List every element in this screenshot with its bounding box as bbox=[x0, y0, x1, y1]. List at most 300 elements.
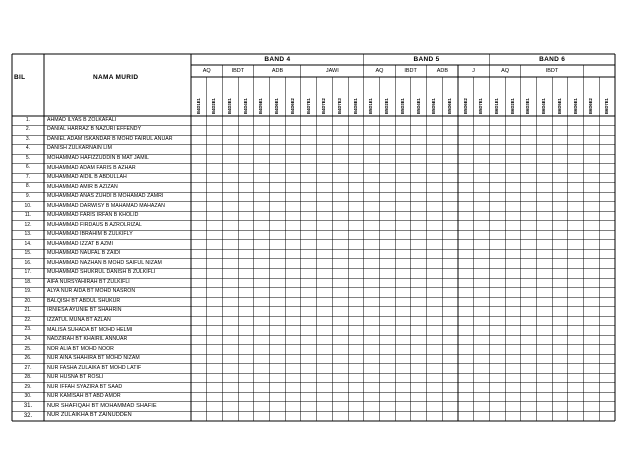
assessment-cell[interactable] bbox=[584, 297, 600, 307]
assessment-cell[interactable] bbox=[599, 259, 615, 269]
assessment-cell[interactable] bbox=[222, 345, 238, 355]
assessment-cell[interactable] bbox=[332, 373, 348, 383]
assessment-cell[interactable] bbox=[301, 383, 317, 393]
assessment-cell[interactable] bbox=[474, 116, 490, 126]
assessment-cell[interactable] bbox=[411, 269, 427, 279]
assessment-cell[interactable] bbox=[521, 240, 537, 250]
assessment-cell[interactable] bbox=[427, 116, 443, 126]
assessment-cell[interactable] bbox=[254, 164, 270, 174]
assessment-cell[interactable] bbox=[568, 145, 584, 155]
assessment-cell[interactable] bbox=[191, 316, 207, 326]
assessment-cell[interactable] bbox=[489, 126, 505, 136]
assessment-cell[interactable] bbox=[317, 135, 333, 145]
assessment-cell[interactable] bbox=[599, 221, 615, 231]
assessment-cell[interactable] bbox=[270, 164, 286, 174]
assessment-cell[interactable] bbox=[442, 126, 458, 136]
assessment-cell[interactable] bbox=[191, 164, 207, 174]
assessment-cell[interactable] bbox=[270, 288, 286, 298]
assessment-cell[interactable] bbox=[285, 259, 301, 269]
assessment-cell[interactable] bbox=[332, 240, 348, 250]
assessment-cell[interactable] bbox=[505, 364, 521, 374]
assessment-cell[interactable] bbox=[332, 297, 348, 307]
assessment-cell[interactable] bbox=[254, 230, 270, 240]
assessment-cell[interactable] bbox=[489, 116, 505, 126]
assessment-cell[interactable] bbox=[584, 326, 600, 336]
assessment-cell[interactable] bbox=[222, 221, 238, 231]
assessment-cell[interactable] bbox=[458, 373, 474, 383]
assessment-cell[interactable] bbox=[411, 126, 427, 136]
assessment-cell[interactable] bbox=[458, 202, 474, 212]
assessment-cell[interactable] bbox=[552, 326, 568, 336]
assessment-cell[interactable] bbox=[207, 278, 223, 288]
assessment-cell[interactable] bbox=[568, 126, 584, 136]
assessment-cell[interactable] bbox=[332, 259, 348, 269]
assessment-cell[interactable] bbox=[521, 297, 537, 307]
assessment-cell[interactable] bbox=[301, 126, 317, 136]
assessment-cell[interactable] bbox=[317, 278, 333, 288]
assessment-cell[interactable] bbox=[379, 307, 395, 317]
assessment-cell[interactable] bbox=[222, 164, 238, 174]
assessment-cell[interactable] bbox=[332, 211, 348, 221]
assessment-cell[interactable] bbox=[222, 202, 238, 212]
assessment-cell[interactable] bbox=[191, 278, 207, 288]
assessment-cell[interactable] bbox=[207, 288, 223, 298]
assessment-cell[interactable] bbox=[505, 135, 521, 145]
assessment-cell[interactable] bbox=[238, 230, 254, 240]
assessment-cell[interactable] bbox=[521, 173, 537, 183]
assessment-cell[interactable] bbox=[238, 354, 254, 364]
assessment-cell[interactable] bbox=[285, 373, 301, 383]
assessment-cell[interactable] bbox=[599, 211, 615, 221]
assessment-cell[interactable] bbox=[505, 230, 521, 240]
assessment-cell[interactable] bbox=[584, 411, 600, 421]
assessment-cell[interactable] bbox=[458, 297, 474, 307]
assessment-cell[interactable] bbox=[584, 126, 600, 136]
assessment-cell[interactable] bbox=[505, 145, 521, 155]
assessment-cell[interactable] bbox=[427, 345, 443, 355]
assessment-cell[interactable] bbox=[505, 326, 521, 336]
assessment-cell[interactable] bbox=[568, 354, 584, 364]
assessment-cell[interactable] bbox=[536, 192, 552, 202]
assessment-cell[interactable] bbox=[599, 402, 615, 412]
assessment-cell[interactable] bbox=[364, 354, 380, 364]
assessment-cell[interactable] bbox=[285, 345, 301, 355]
assessment-cell[interactable] bbox=[379, 411, 395, 421]
assessment-cell[interactable] bbox=[191, 345, 207, 355]
assessment-cell[interactable] bbox=[505, 316, 521, 326]
assessment-cell[interactable] bbox=[238, 145, 254, 155]
assessment-cell[interactable] bbox=[222, 183, 238, 193]
assessment-cell[interactable] bbox=[568, 335, 584, 345]
assessment-cell[interactable] bbox=[411, 154, 427, 164]
assessment-cell[interactable] bbox=[332, 126, 348, 136]
assessment-cell[interactable] bbox=[521, 164, 537, 174]
assessment-cell[interactable] bbox=[427, 411, 443, 421]
assessment-cell[interactable] bbox=[599, 411, 615, 421]
assessment-cell[interactable] bbox=[364, 364, 380, 374]
assessment-cell[interactable] bbox=[489, 183, 505, 193]
assessment-cell[interactable] bbox=[599, 183, 615, 193]
assessment-cell[interactable] bbox=[379, 192, 395, 202]
assessment-cell[interactable] bbox=[458, 240, 474, 250]
assessment-cell[interactable] bbox=[364, 373, 380, 383]
assessment-cell[interactable] bbox=[332, 364, 348, 374]
assessment-cell[interactable] bbox=[348, 230, 364, 240]
assessment-cell[interactable] bbox=[489, 307, 505, 317]
assessment-cell[interactable] bbox=[222, 211, 238, 221]
assessment-cell[interactable] bbox=[207, 173, 223, 183]
assessment-cell[interactable] bbox=[301, 183, 317, 193]
assessment-cell[interactable] bbox=[207, 269, 223, 279]
assessment-cell[interactable] bbox=[505, 354, 521, 364]
assessment-cell[interactable] bbox=[584, 307, 600, 317]
assessment-cell[interactable] bbox=[442, 154, 458, 164]
assessment-cell[interactable] bbox=[552, 116, 568, 126]
assessment-cell[interactable] bbox=[379, 154, 395, 164]
assessment-cell[interactable] bbox=[270, 392, 286, 402]
assessment-cell[interactable] bbox=[584, 288, 600, 298]
assessment-cell[interactable] bbox=[285, 269, 301, 279]
assessment-cell[interactable] bbox=[552, 164, 568, 174]
assessment-cell[interactable] bbox=[254, 402, 270, 412]
assessment-cell[interactable] bbox=[489, 192, 505, 202]
assessment-cell[interactable] bbox=[364, 288, 380, 298]
assessment-cell[interactable] bbox=[584, 145, 600, 155]
assessment-cell[interactable] bbox=[599, 316, 615, 326]
assessment-cell[interactable] bbox=[521, 126, 537, 136]
assessment-cell[interactable] bbox=[489, 316, 505, 326]
assessment-cell[interactable] bbox=[536, 354, 552, 364]
assessment-cell[interactable] bbox=[474, 297, 490, 307]
assessment-cell[interactable] bbox=[489, 154, 505, 164]
assessment-cell[interactable] bbox=[536, 183, 552, 193]
assessment-cell[interactable] bbox=[411, 202, 427, 212]
assessment-cell[interactable] bbox=[599, 326, 615, 336]
assessment-cell[interactable] bbox=[254, 192, 270, 202]
assessment-cell[interactable] bbox=[364, 402, 380, 412]
assessment-cell[interactable] bbox=[364, 259, 380, 269]
assessment-cell[interactable] bbox=[536, 259, 552, 269]
assessment-cell[interactable] bbox=[395, 259, 411, 269]
assessment-cell[interactable] bbox=[411, 288, 427, 298]
assessment-cell[interactable] bbox=[364, 230, 380, 240]
assessment-cell[interactable] bbox=[222, 230, 238, 240]
assessment-cell[interactable] bbox=[238, 249, 254, 259]
assessment-cell[interactable] bbox=[285, 230, 301, 240]
assessment-cell[interactable] bbox=[584, 249, 600, 259]
assessment-cell[interactable] bbox=[521, 316, 537, 326]
assessment-cell[interactable] bbox=[458, 259, 474, 269]
assessment-cell[interactable] bbox=[379, 297, 395, 307]
assessment-cell[interactable] bbox=[317, 316, 333, 326]
assessment-cell[interactable] bbox=[599, 392, 615, 402]
assessment-cell[interactable] bbox=[568, 240, 584, 250]
assessment-cell[interactable] bbox=[474, 249, 490, 259]
assessment-cell[interactable] bbox=[207, 364, 223, 374]
assessment-cell[interactable] bbox=[379, 164, 395, 174]
assessment-cell[interactable] bbox=[254, 202, 270, 212]
assessment-cell[interactable] bbox=[474, 411, 490, 421]
assessment-cell[interactable] bbox=[254, 145, 270, 155]
assessment-cell[interactable] bbox=[584, 240, 600, 250]
assessment-cell[interactable] bbox=[442, 307, 458, 317]
assessment-cell[interactable] bbox=[599, 373, 615, 383]
assessment-cell[interactable] bbox=[552, 354, 568, 364]
assessment-cell[interactable] bbox=[552, 307, 568, 317]
assessment-cell[interactable] bbox=[568, 364, 584, 374]
assessment-cell[interactable] bbox=[207, 164, 223, 174]
assessment-cell[interactable] bbox=[458, 192, 474, 202]
assessment-cell[interactable] bbox=[332, 326, 348, 336]
assessment-cell[interactable] bbox=[458, 116, 474, 126]
assessment-cell[interactable] bbox=[395, 345, 411, 355]
assessment-cell[interactable] bbox=[222, 383, 238, 393]
assessment-cell[interactable] bbox=[285, 383, 301, 393]
assessment-cell[interactable] bbox=[207, 135, 223, 145]
assessment-cell[interactable] bbox=[301, 192, 317, 202]
assessment-cell[interactable] bbox=[238, 288, 254, 298]
assessment-cell[interactable] bbox=[552, 392, 568, 402]
assessment-cell[interactable] bbox=[317, 211, 333, 221]
assessment-cell[interactable] bbox=[238, 126, 254, 136]
assessment-cell[interactable] bbox=[285, 192, 301, 202]
assessment-cell[interactable] bbox=[301, 240, 317, 250]
assessment-cell[interactable] bbox=[207, 345, 223, 355]
assessment-cell[interactable] bbox=[599, 240, 615, 250]
assessment-cell[interactable] bbox=[332, 192, 348, 202]
assessment-cell[interactable] bbox=[552, 373, 568, 383]
assessment-cell[interactable] bbox=[207, 145, 223, 155]
assessment-cell[interactable] bbox=[427, 183, 443, 193]
assessment-cell[interactable] bbox=[270, 278, 286, 288]
assessment-cell[interactable] bbox=[222, 326, 238, 336]
assessment-cell[interactable] bbox=[521, 402, 537, 412]
assessment-cell[interactable] bbox=[238, 307, 254, 317]
assessment-cell[interactable] bbox=[332, 116, 348, 126]
assessment-cell[interactable] bbox=[395, 316, 411, 326]
assessment-cell[interactable] bbox=[552, 402, 568, 412]
assessment-cell[interactable] bbox=[301, 164, 317, 174]
assessment-cell[interactable] bbox=[191, 116, 207, 126]
assessment-cell[interactable] bbox=[238, 411, 254, 421]
assessment-cell[interactable] bbox=[191, 269, 207, 279]
assessment-cell[interactable] bbox=[458, 345, 474, 355]
assessment-cell[interactable] bbox=[317, 221, 333, 231]
assessment-cell[interactable] bbox=[191, 335, 207, 345]
assessment-cell[interactable] bbox=[285, 364, 301, 374]
assessment-cell[interactable] bbox=[458, 135, 474, 145]
assessment-cell[interactable] bbox=[301, 154, 317, 164]
assessment-cell[interactable] bbox=[285, 249, 301, 259]
assessment-cell[interactable] bbox=[395, 278, 411, 288]
assessment-cell[interactable] bbox=[348, 383, 364, 393]
assessment-cell[interactable] bbox=[458, 269, 474, 279]
assessment-cell[interactable] bbox=[411, 249, 427, 259]
assessment-cell[interactable] bbox=[317, 240, 333, 250]
assessment-cell[interactable] bbox=[395, 364, 411, 374]
assessment-cell[interactable] bbox=[489, 326, 505, 336]
assessment-cell[interactable] bbox=[379, 135, 395, 145]
assessment-cell[interactable] bbox=[489, 221, 505, 231]
assessment-cell[interactable] bbox=[207, 383, 223, 393]
assessment-cell[interactable] bbox=[207, 116, 223, 126]
assessment-cell[interactable] bbox=[222, 307, 238, 317]
assessment-cell[interactable] bbox=[270, 230, 286, 240]
assessment-cell[interactable] bbox=[222, 364, 238, 374]
assessment-cell[interactable] bbox=[317, 335, 333, 345]
assessment-cell[interactable] bbox=[348, 145, 364, 155]
assessment-cell[interactable] bbox=[427, 249, 443, 259]
assessment-cell[interactable] bbox=[222, 402, 238, 412]
assessment-cell[interactable] bbox=[317, 354, 333, 364]
assessment-cell[interactable] bbox=[536, 364, 552, 374]
assessment-cell[interactable] bbox=[536, 373, 552, 383]
assessment-cell[interactable] bbox=[442, 345, 458, 355]
assessment-cell[interactable] bbox=[568, 411, 584, 421]
assessment-cell[interactable] bbox=[442, 173, 458, 183]
assessment-cell[interactable] bbox=[599, 345, 615, 355]
assessment-cell[interactable] bbox=[254, 269, 270, 279]
assessment-cell[interactable] bbox=[489, 259, 505, 269]
assessment-cell[interactable] bbox=[191, 411, 207, 421]
assessment-cell[interactable] bbox=[489, 135, 505, 145]
assessment-cell[interactable] bbox=[207, 316, 223, 326]
assessment-cell[interactable] bbox=[254, 116, 270, 126]
assessment-cell[interactable] bbox=[222, 411, 238, 421]
assessment-cell[interactable] bbox=[521, 411, 537, 421]
assessment-cell[interactable] bbox=[552, 345, 568, 355]
assessment-cell[interactable] bbox=[536, 307, 552, 317]
assessment-cell[interactable] bbox=[442, 364, 458, 374]
assessment-cell[interactable] bbox=[584, 230, 600, 240]
assessment-cell[interactable] bbox=[458, 392, 474, 402]
assessment-cell[interactable] bbox=[411, 192, 427, 202]
assessment-cell[interactable] bbox=[474, 145, 490, 155]
assessment-cell[interactable] bbox=[270, 211, 286, 221]
assessment-cell[interactable] bbox=[427, 269, 443, 279]
assessment-cell[interactable] bbox=[568, 326, 584, 336]
assessment-cell[interactable] bbox=[411, 278, 427, 288]
assessment-cell[interactable] bbox=[536, 164, 552, 174]
assessment-cell[interactable] bbox=[411, 354, 427, 364]
assessment-cell[interactable] bbox=[458, 249, 474, 259]
assessment-cell[interactable] bbox=[379, 145, 395, 155]
assessment-cell[interactable] bbox=[552, 269, 568, 279]
assessment-cell[interactable] bbox=[348, 288, 364, 298]
assessment-cell[interactable] bbox=[521, 364, 537, 374]
assessment-cell[interactable] bbox=[411, 173, 427, 183]
assessment-cell[interactable] bbox=[317, 307, 333, 317]
assessment-cell[interactable] bbox=[301, 221, 317, 231]
assessment-cell[interactable] bbox=[489, 411, 505, 421]
assessment-cell[interactable] bbox=[317, 145, 333, 155]
assessment-cell[interactable] bbox=[411, 383, 427, 393]
assessment-cell[interactable] bbox=[238, 392, 254, 402]
assessment-cell[interactable] bbox=[301, 278, 317, 288]
assessment-cell[interactable] bbox=[395, 135, 411, 145]
assessment-cell[interactable] bbox=[348, 116, 364, 126]
assessment-cell[interactable] bbox=[427, 259, 443, 269]
assessment-cell[interactable] bbox=[348, 192, 364, 202]
assessment-cell[interactable] bbox=[599, 126, 615, 136]
assessment-cell[interactable] bbox=[222, 392, 238, 402]
assessment-cell[interactable] bbox=[411, 392, 427, 402]
assessment-cell[interactable] bbox=[552, 297, 568, 307]
assessment-cell[interactable] bbox=[207, 126, 223, 136]
assessment-cell[interactable] bbox=[536, 173, 552, 183]
assessment-cell[interactable] bbox=[489, 269, 505, 279]
assessment-cell[interactable] bbox=[411, 164, 427, 174]
assessment-cell[interactable] bbox=[474, 211, 490, 221]
assessment-cell[interactable] bbox=[411, 221, 427, 231]
assessment-cell[interactable] bbox=[521, 392, 537, 402]
assessment-cell[interactable] bbox=[568, 373, 584, 383]
assessment-cell[interactable] bbox=[270, 183, 286, 193]
assessment-cell[interactable] bbox=[442, 183, 458, 193]
assessment-cell[interactable] bbox=[489, 392, 505, 402]
assessment-cell[interactable] bbox=[505, 221, 521, 231]
assessment-cell[interactable] bbox=[395, 173, 411, 183]
assessment-cell[interactable] bbox=[332, 392, 348, 402]
assessment-cell[interactable] bbox=[364, 335, 380, 345]
assessment-cell[interactable] bbox=[442, 288, 458, 298]
assessment-cell[interactable] bbox=[207, 183, 223, 193]
assessment-cell[interactable] bbox=[332, 269, 348, 279]
assessment-cell[interactable] bbox=[395, 402, 411, 412]
assessment-cell[interactable] bbox=[348, 392, 364, 402]
assessment-cell[interactable] bbox=[536, 154, 552, 164]
assessment-cell[interactable] bbox=[411, 230, 427, 240]
assessment-cell[interactable] bbox=[191, 135, 207, 145]
assessment-cell[interactable] bbox=[285, 392, 301, 402]
assessment-cell[interactable] bbox=[207, 411, 223, 421]
assessment-cell[interactable] bbox=[332, 164, 348, 174]
assessment-cell[interactable] bbox=[191, 392, 207, 402]
assessment-cell[interactable] bbox=[536, 116, 552, 126]
assessment-cell[interactable] bbox=[599, 278, 615, 288]
assessment-cell[interactable] bbox=[254, 345, 270, 355]
assessment-cell[interactable] bbox=[364, 211, 380, 221]
assessment-cell[interactable] bbox=[599, 154, 615, 164]
assessment-cell[interactable] bbox=[332, 278, 348, 288]
assessment-cell[interactable] bbox=[458, 154, 474, 164]
assessment-cell[interactable] bbox=[317, 183, 333, 193]
assessment-cell[interactable] bbox=[270, 316, 286, 326]
assessment-cell[interactable] bbox=[505, 183, 521, 193]
assessment-cell[interactable] bbox=[332, 173, 348, 183]
assessment-cell[interactable] bbox=[474, 221, 490, 231]
assessment-cell[interactable] bbox=[474, 269, 490, 279]
assessment-cell[interactable] bbox=[317, 154, 333, 164]
assessment-cell[interactable] bbox=[552, 192, 568, 202]
assessment-cell[interactable] bbox=[238, 297, 254, 307]
assessment-cell[interactable] bbox=[536, 240, 552, 250]
assessment-cell[interactable] bbox=[458, 145, 474, 155]
assessment-cell[interactable] bbox=[348, 269, 364, 279]
assessment-cell[interactable] bbox=[474, 126, 490, 136]
assessment-cell[interactable] bbox=[521, 202, 537, 212]
assessment-cell[interactable] bbox=[489, 240, 505, 250]
assessment-cell[interactable] bbox=[379, 221, 395, 231]
assessment-cell[interactable] bbox=[270, 202, 286, 212]
assessment-cell[interactable] bbox=[458, 316, 474, 326]
assessment-cell[interactable] bbox=[568, 202, 584, 212]
assessment-cell[interactable] bbox=[301, 230, 317, 240]
assessment-cell[interactable] bbox=[599, 288, 615, 298]
assessment-cell[interactable] bbox=[568, 230, 584, 240]
assessment-cell[interactable] bbox=[270, 269, 286, 279]
assessment-cell[interactable] bbox=[552, 364, 568, 374]
